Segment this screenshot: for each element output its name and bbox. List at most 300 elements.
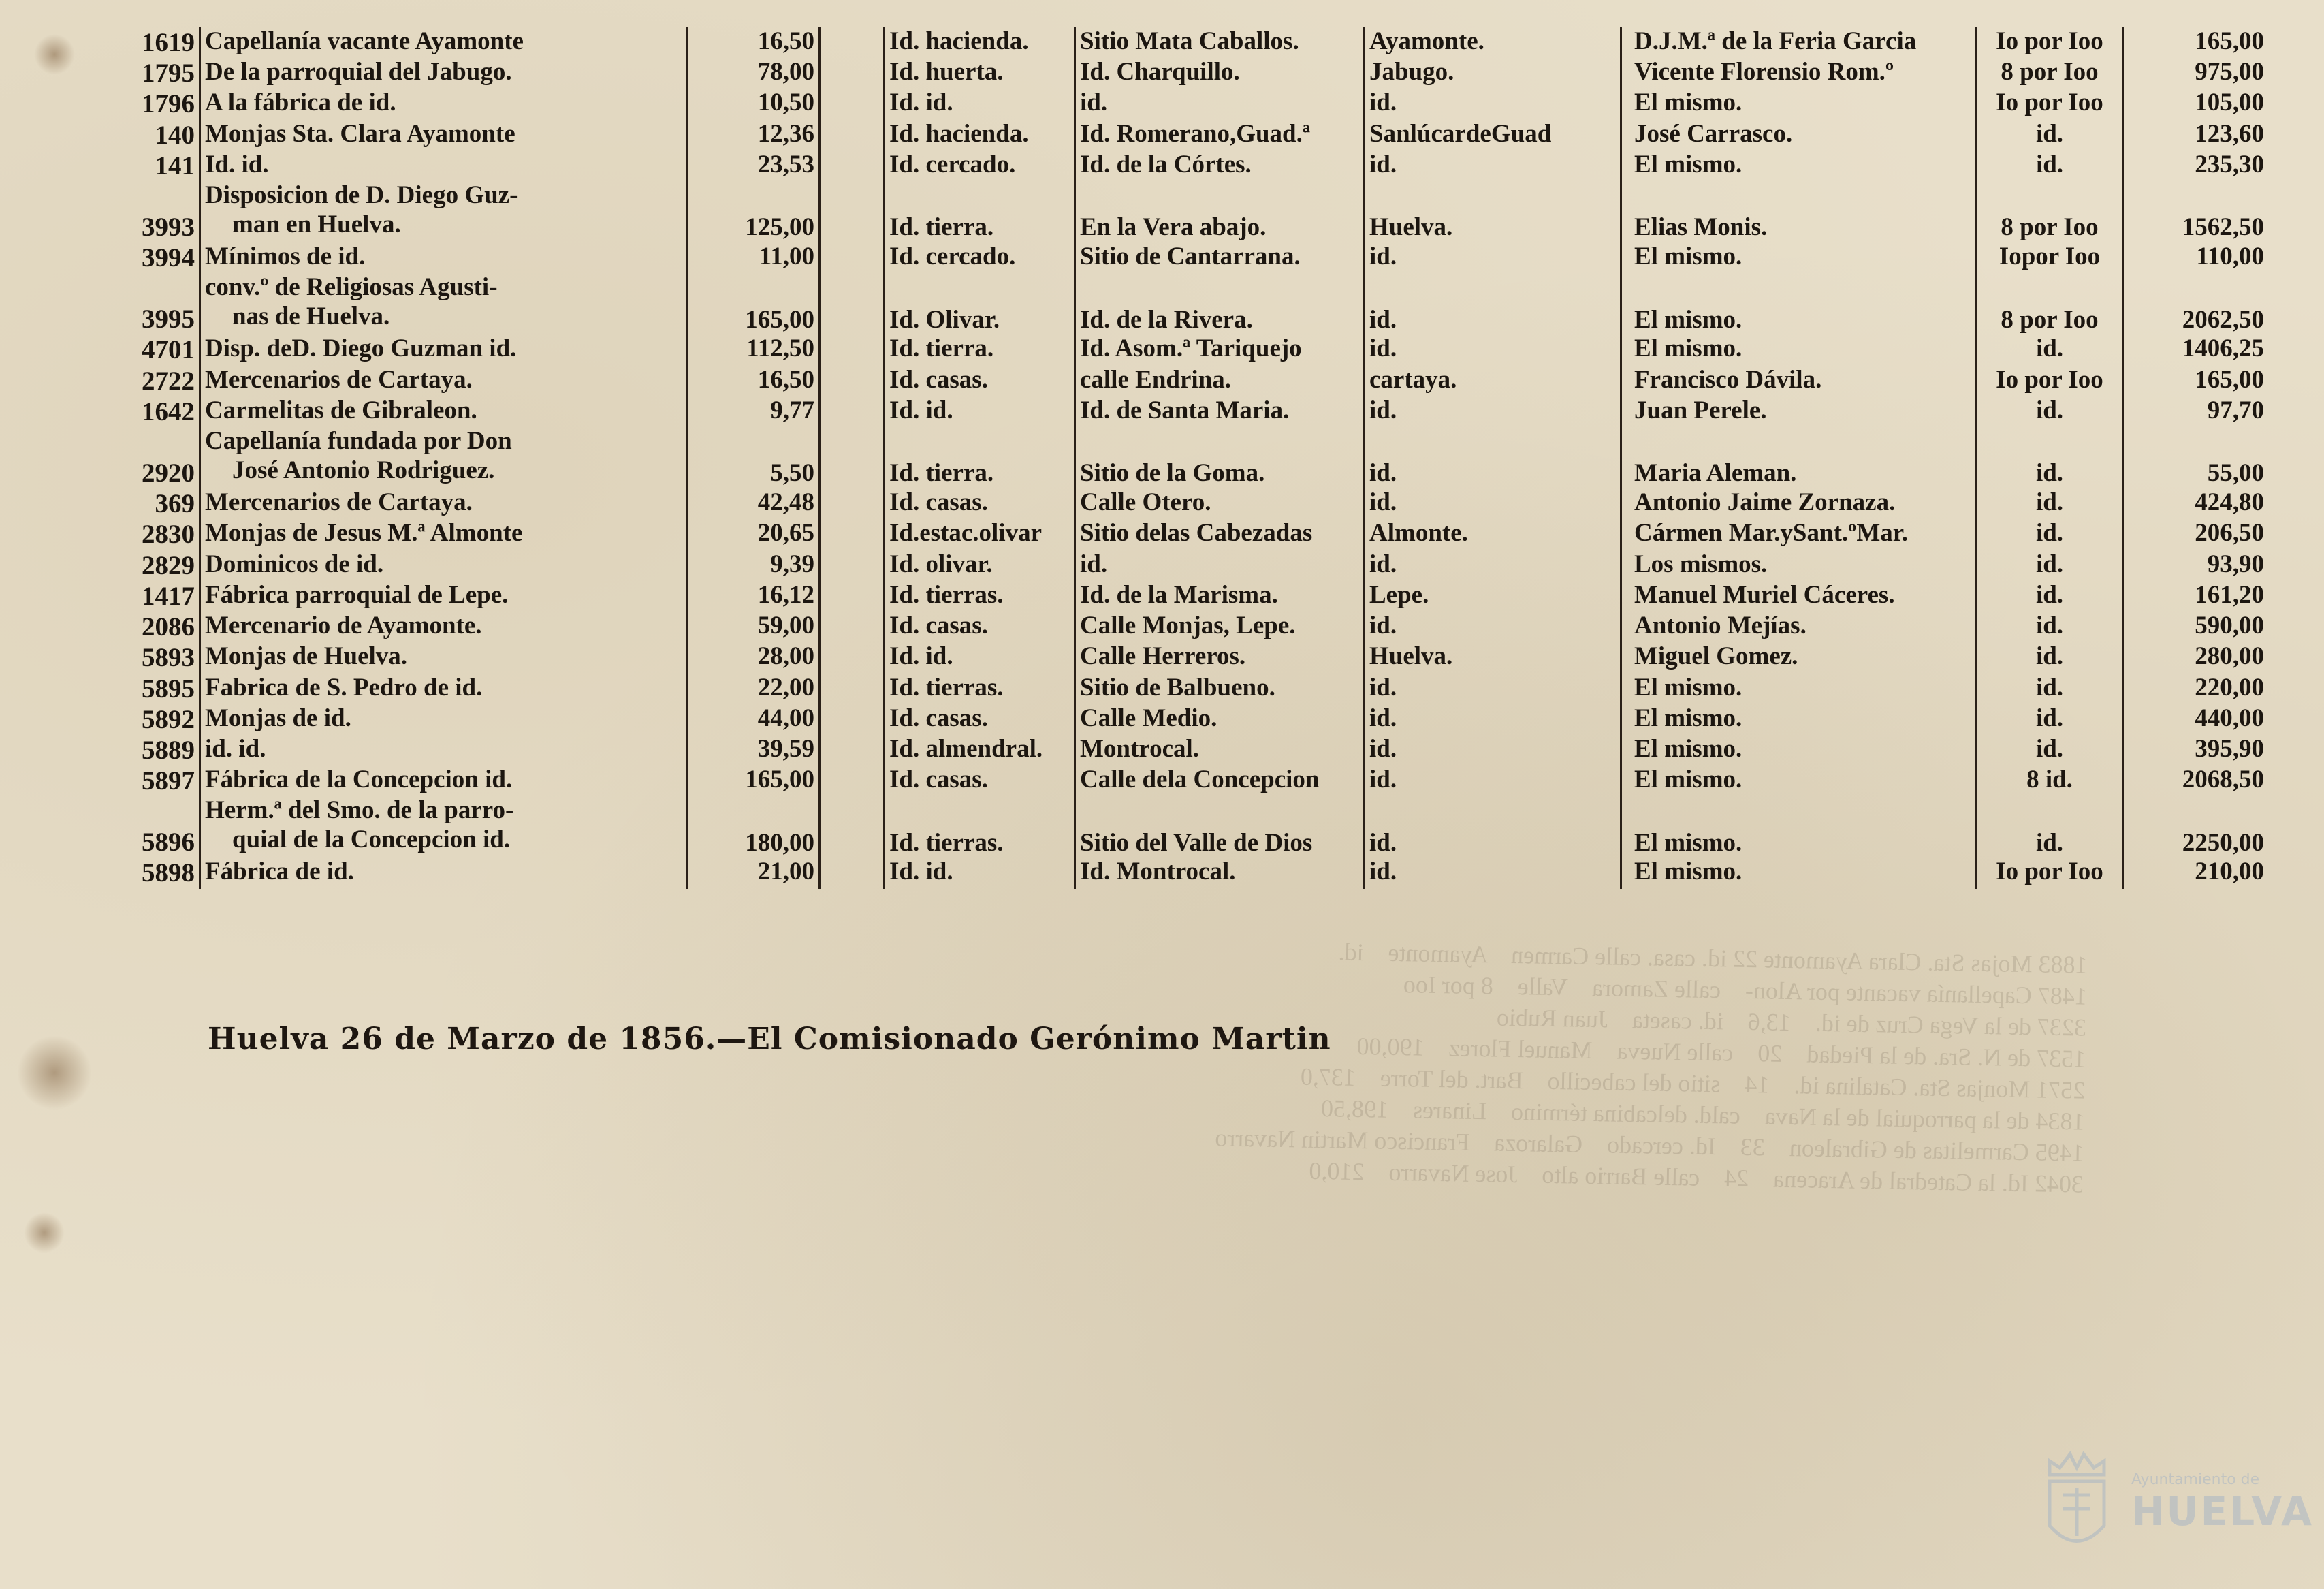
- gap-cell: [820, 704, 885, 735]
- table-row: [109, 766, 2268, 796]
- institution-line: Monjas de Jesus M.ª Almonte: [205, 519, 523, 548]
- gap-cell: [1591, 674, 1621, 704]
- property-site: Sitio de Balbueno.: [1075, 674, 1365, 704]
- interest-rate: 8 por Ioo: [1977, 181, 2123, 242]
- record-number: 369: [155, 489, 195, 519]
- property-site: Calle dela Concepcion: [1075, 766, 1365, 796]
- gap-cell: [1591, 704, 1621, 735]
- property-site: Id. de la Rivera.: [1075, 273, 1365, 334]
- institution-line: Disp. deD. Diego Guzman id.: [205, 334, 517, 363]
- property-site: Id. de Santa Maria.: [1075, 396, 1365, 427]
- table-row: [109, 273, 2268, 334]
- institution-line: Capellanía vacante Ayamonte: [205, 27, 524, 55]
- property-kind: Id. casas.: [885, 766, 1075, 796]
- table-row: [109, 674, 2268, 704]
- record-number: 1417: [142, 581, 195, 611]
- property-kind: Id. casas.: [885, 612, 1075, 642]
- sale-price: 55,00: [2207, 459, 2264, 488]
- table-row: [109, 181, 2268, 242]
- record-number: 140: [155, 120, 195, 150]
- gap-cell: [1591, 581, 1621, 612]
- buyer-name: Antonio Jaime Zornaza.: [1621, 488, 1977, 519]
- gap-cell: [820, 858, 885, 888]
- interest-rate: 8 por Ioo: [1977, 58, 2123, 89]
- institution-line: Id. id.: [205, 150, 269, 178]
- gap-cell: [1591, 273, 1621, 334]
- town: Lepe.: [1369, 580, 1429, 609]
- church-institution: [200, 396, 687, 427]
- gap-cell: [820, 550, 885, 581]
- gap-cell: [820, 796, 885, 858]
- church-institution: [200, 151, 687, 181]
- gap-cell: [820, 273, 885, 334]
- church-institution: [200, 796, 687, 858]
- table-row: [109, 581, 2268, 612]
- sale-price: 93,90: [2207, 550, 2264, 578]
- church-institution: [200, 519, 687, 550]
- sale-price: 235,30: [2195, 150, 2264, 178]
- church-institution: [200, 550, 687, 581]
- table-row: [109, 396, 2268, 427]
- property-kind: Id. id.: [885, 396, 1075, 427]
- church-institution: [200, 27, 687, 58]
- church-institution: [200, 58, 687, 89]
- property-site: Calle Medio.: [1075, 704, 1365, 735]
- town: id.: [1369, 828, 1397, 857]
- institution-line: De la parroquial del Jabugo.: [205, 58, 512, 86]
- table-row: [109, 151, 2268, 181]
- record-number: 2722: [142, 366, 195, 396]
- town: id.: [1369, 396, 1397, 424]
- record-number: 5895: [142, 674, 195, 704]
- interest-rate: id.: [1977, 735, 2123, 766]
- institution-line: Monjas de id.: [205, 704, 351, 732]
- gap-cell: [820, 488, 885, 519]
- town: Huelva.: [1369, 642, 1453, 671]
- sale-price: 590,00: [2195, 612, 2264, 640]
- church-institution: [200, 181, 687, 242]
- property-site: Sitio delas Cabezadas: [1075, 519, 1365, 550]
- gap-cell: [1591, 396, 1621, 427]
- table-row: [109, 612, 2268, 642]
- institution-line: conv.º de Religiosas Agusti-: [205, 273, 498, 302]
- table-row: [109, 334, 2268, 365]
- sale-price: 161,20: [2195, 580, 2264, 609]
- annual-rent: 12,36: [687, 120, 820, 151]
- church-institution: [200, 858, 687, 888]
- signature-line: Huelva 26 de Marzo de 1856.—El Comisionado Gerónimo Martin: [208, 1022, 1331, 1056]
- annual-rent: 11,00: [687, 242, 820, 273]
- property-kind: Id. olivar.: [885, 550, 1075, 581]
- ink-stain: [34, 34, 75, 75]
- institution-line: Mercenarios de Cartaya.: [205, 488, 473, 517]
- town: SanlúcardeGuad: [1369, 119, 1552, 148]
- bleed-through-text: 1883 Mojas Sta. Clara Ayamonte 22 id. casa. calle Carmen Ayamonte id. 1487 Capellanía vacante por Alon- calle Zamora Valle 8 por Ioo 3237 de la Vega Cruz de id. 13,6 id. caseta Juan Rubio 1537 de N. Sra. de la Piedad 20 calle Nueva Manuel Florez 190,00 2571 Monjas Sta. Catalina id. 14 sitio del cabecillo Bart. del Torre 137,0 1834 de la parroquial de la Nava cald. delcabina término Linares 198,50 1495 Carmelitas de Gibraleon 33 Id. cercado Galaroza Francisco Martin Navarro 3042 Id. la Catedral de Aracena 24 calle Barrio alto Jose Navarro 210,0: [1215, 938, 2088, 1198]
- sale-price: 220,00: [2195, 673, 2264, 702]
- property-site: Montrocal.: [1075, 735, 1365, 766]
- institution-line: Mercenario de Ayamonte.: [205, 612, 482, 640]
- gap-cell: [820, 766, 885, 796]
- property-kind: Id. almendral.: [885, 735, 1075, 766]
- interest-rate: Io por Ioo: [1977, 89, 2123, 119]
- buyer-name: Elias Monis.: [1621, 181, 1977, 242]
- town: Jabugo.: [1369, 58, 1454, 86]
- gap-cell: [820, 642, 885, 673]
- buyer-name: El mismo.: [1621, 674, 1977, 704]
- buyer-name: Manuel Muriel Cáceres.: [1621, 581, 1977, 612]
- buyer-name: Juan Perele.: [1621, 396, 1977, 427]
- buyer-name: El mismo.: [1621, 796, 1977, 858]
- property-kind: Id. cercado.: [885, 242, 1075, 273]
- record-number: 1795: [142, 59, 195, 89]
- sale-price: 210,00: [2195, 858, 2264, 886]
- gap-cell: [1591, 612, 1621, 642]
- property-site: Calle Monjas, Lepe.: [1075, 612, 1365, 642]
- buyer-name: Vicente Florensio Rom.º: [1621, 58, 1977, 89]
- property-kind: Id. tierra.: [885, 334, 1075, 365]
- interest-rate: 8 id.: [1977, 766, 2123, 796]
- interest-rate: id.: [1977, 642, 2123, 673]
- buyer-name: El mismo.: [1621, 273, 1977, 334]
- gap-cell: [820, 674, 885, 704]
- gap-cell: [1591, 642, 1621, 673]
- church-institution: [200, 242, 687, 273]
- institution-line: Fábrica parroquial de Lepe.: [205, 580, 509, 609]
- interest-rate: id.: [1977, 704, 2123, 735]
- property-site: Calle Herreros.: [1075, 642, 1365, 673]
- property-kind: Id. hacienda.: [885, 27, 1075, 58]
- property-kind: Id. id.: [885, 89, 1075, 119]
- gap-cell: [820, 89, 885, 119]
- sale-price: 280,00: [2195, 642, 2264, 671]
- property-kind: Id. Olivar.: [885, 273, 1075, 334]
- interest-rate: id.: [1977, 796, 2123, 858]
- town: id.: [1369, 612, 1397, 640]
- gap-cell: [1591, 735, 1621, 766]
- annual-rent: 16,12: [687, 581, 820, 612]
- buyer-name: El mismo.: [1621, 89, 1977, 119]
- sales-ledger-table: [109, 27, 2268, 889]
- property-site: id.: [1075, 550, 1365, 581]
- annual-rent: 16,50: [687, 27, 820, 58]
- gap-cell: [820, 396, 885, 427]
- buyer-name: El mismo.: [1621, 766, 1977, 796]
- institution-line: Fábrica de id.: [205, 858, 354, 886]
- town: id.: [1369, 550, 1397, 578]
- annual-rent: 180,00: [687, 796, 820, 858]
- gap-cell: [820, 519, 885, 550]
- institution-line: A la fábrica de id.: [205, 89, 396, 117]
- sale-price: 1562,50: [2182, 213, 2264, 242]
- sale-price: 123,60: [2195, 119, 2264, 148]
- gap-cell: [1591, 488, 1621, 519]
- gap-cell: [1591, 366, 1621, 396]
- property-site: Id. de la Marisma.: [1075, 581, 1365, 612]
- annual-rent: 42,48: [687, 488, 820, 519]
- record-number: 3995: [142, 304, 195, 334]
- annual-rent: 44,00: [687, 704, 820, 735]
- institution-line-continued: nas de Huelva.: [232, 302, 390, 331]
- table-row: [109, 488, 2268, 519]
- record-number: 3994: [142, 243, 195, 273]
- gap-cell: [1591, 796, 1621, 858]
- property-kind: Id. casas.: [885, 488, 1075, 519]
- church-institution: [200, 366, 687, 396]
- town: id.: [1369, 89, 1397, 117]
- property-site: Id. Romerano,Guad.ª: [1075, 120, 1365, 151]
- interest-rate: id.: [1977, 581, 2123, 612]
- gap-cell: [1591, 181, 1621, 242]
- table-row: [109, 366, 2268, 396]
- church-institution: [200, 120, 687, 151]
- institution-line: Monjas de Huelva.: [205, 642, 408, 671]
- church-institution: [200, 766, 687, 796]
- buyer-name: El mismo.: [1621, 242, 1977, 273]
- gap-cell: [820, 120, 885, 151]
- table-row: [109, 242, 2268, 273]
- gap-cell: [1591, 427, 1621, 488]
- record-number: 1642: [142, 396, 195, 426]
- record-number: 2920: [142, 458, 195, 488]
- interest-rate: Io por Ioo: [1977, 366, 2123, 396]
- table-row: [109, 796, 2268, 858]
- institution-line: id. id.: [205, 734, 266, 763]
- buyer-name: Antonio Mejías.: [1621, 612, 1977, 642]
- town: id.: [1369, 858, 1397, 886]
- church-institution: [200, 488, 687, 519]
- buyer-name: El mismo.: [1621, 735, 1977, 766]
- annual-rent: 39,59: [687, 735, 820, 766]
- sale-price: 395,90: [2195, 734, 2264, 763]
- property-kind: Id. cercado.: [885, 151, 1075, 181]
- institution-line: Mínimos de id.: [205, 242, 366, 271]
- town: id.: [1369, 766, 1397, 794]
- record-number: 2086: [142, 612, 195, 642]
- church-institution: [200, 89, 687, 119]
- church-institution: [200, 273, 687, 334]
- annual-rent: 10,50: [687, 89, 820, 119]
- institution-line: Disposicion de D. Diego Guz-: [205, 181, 518, 210]
- record-number: 2830: [142, 520, 195, 550]
- sale-price: 110,00: [2196, 242, 2264, 271]
- sale-price: 2250,00: [2182, 828, 2264, 857]
- interest-rate: id.: [1977, 550, 2123, 581]
- institution-line: Carmelitas de Gibraleon.: [205, 396, 477, 424]
- record-number: 1619: [142, 28, 195, 57]
- annual-rent: 165,00: [687, 766, 820, 796]
- annual-rent: 9,77: [687, 396, 820, 427]
- annual-rent: 125,00: [687, 181, 820, 242]
- buyer-name: El mismo.: [1621, 858, 1977, 888]
- interest-rate: id.: [1977, 120, 2123, 151]
- church-institution: [200, 334, 687, 365]
- record-number: 5898: [142, 858, 195, 888]
- sale-price: 975,00: [2195, 58, 2264, 86]
- sale-price: 105,00: [2195, 89, 2264, 117]
- sale-price: 1406,25: [2182, 334, 2264, 363]
- buyer-name: El mismo.: [1621, 334, 1977, 365]
- property-site: Sitio de Cantarrana.: [1075, 242, 1365, 273]
- table-row: [109, 27, 2268, 58]
- annual-rent: 23,53: [687, 151, 820, 181]
- annual-rent: 112,50: [687, 334, 820, 365]
- property-kind: Id. huerta.: [885, 58, 1075, 89]
- gap-cell: [1591, 242, 1621, 273]
- table-row: [109, 550, 2268, 581]
- town: Huelva.: [1369, 213, 1453, 242]
- property-kind: Id. id.: [885, 858, 1075, 888]
- church-institution: [200, 612, 687, 642]
- town: id.: [1369, 150, 1397, 178]
- record-number: 141: [155, 151, 195, 180]
- sale-price: 97,70: [2207, 396, 2264, 424]
- logo-caption: Ayuntamiento de: [2131, 1471, 2260, 1488]
- institution-line: Fabrica de S. Pedro de id.: [205, 673, 483, 702]
- ayuntamiento-logo: [2036, 1444, 2314, 1567]
- gap-cell: [820, 612, 885, 642]
- institution-line: Monjas Sta. Clara Ayamonte: [205, 119, 515, 148]
- gap-cell: [820, 151, 885, 181]
- table-row: [109, 642, 2268, 673]
- gap-cell: [1591, 334, 1621, 365]
- gap-cell: [1591, 27, 1621, 58]
- gap-cell: [820, 242, 885, 273]
- sale-price: 440,00: [2195, 704, 2264, 732]
- gap-cell: [820, 58, 885, 89]
- institution-line: Fábrica de la Concepcion id.: [205, 766, 513, 794]
- property-site: En la Vera abajo.: [1075, 181, 1365, 242]
- property-site: id.: [1075, 89, 1365, 119]
- buyer-name: D.J.M.ª de la Feria Garcia: [1621, 27, 1977, 58]
- gap-cell: [820, 735, 885, 766]
- property-kind: Id. id.: [885, 642, 1075, 673]
- property-kind: Id. tierra.: [885, 427, 1075, 488]
- table-row: [109, 120, 2268, 151]
- town: id.: [1369, 305, 1397, 334]
- interest-rate: Io por Ioo: [1977, 858, 2123, 888]
- property-kind: Id. casas.: [885, 704, 1075, 735]
- sale-price: 2068,50: [2182, 766, 2264, 794]
- property-kind: Id. tierras.: [885, 581, 1075, 612]
- church-institution: [200, 642, 687, 673]
- town: Ayamonte.: [1369, 27, 1484, 55]
- table-row: [109, 89, 2268, 119]
- property-site: Calle Otero.: [1075, 488, 1365, 519]
- interest-rate: id.: [1977, 488, 2123, 519]
- town: cartaya.: [1369, 365, 1457, 394]
- table-row: [109, 858, 2268, 888]
- property-site: Id. de la Córtes.: [1075, 151, 1365, 181]
- annual-rent: 59,00: [687, 612, 820, 642]
- table-row: [109, 519, 2268, 550]
- church-institution: [200, 581, 687, 612]
- table-row: [109, 427, 2268, 488]
- interest-rate: Iopor Ioo: [1977, 242, 2123, 273]
- town: id.: [1369, 673, 1397, 702]
- interest-rate: id.: [1977, 334, 2123, 365]
- buyer-name: Los mismos.: [1621, 550, 1977, 581]
- annual-rent: 16,50: [687, 366, 820, 396]
- table-row: [109, 58, 2268, 89]
- property-site: Id. Asom.ª Tariquejo: [1075, 334, 1365, 365]
- property-kind: Id.estac.olivar: [885, 519, 1075, 550]
- annual-rent: 22,00: [687, 674, 820, 704]
- institution-line: Capellanía fundada por Don: [205, 427, 512, 456]
- property-site: Id. Charquillo.: [1075, 58, 1365, 89]
- town: id.: [1369, 459, 1397, 488]
- gap-cell: [1591, 151, 1621, 181]
- interest-rate: id.: [1977, 151, 2123, 181]
- property-site: calle Endrina.: [1075, 366, 1365, 396]
- buyer-name: Miguel Gomez.: [1621, 642, 1977, 673]
- buyer-name: Maria Aleman.: [1621, 427, 1977, 488]
- sale-price: 2062,50: [2182, 305, 2264, 334]
- institution-line-continued: man en Huelva.: [232, 210, 401, 239]
- annual-rent: 9,39: [687, 550, 820, 581]
- interest-rate: 8 por Ioo: [1977, 273, 2123, 334]
- interest-rate: id.: [1977, 519, 2123, 550]
- sale-price: 165,00: [2195, 365, 2264, 394]
- annual-rent: 20,65: [687, 519, 820, 550]
- interest-rate: id.: [1977, 674, 2123, 704]
- interest-rate: Io por Ioo: [1977, 27, 2123, 58]
- interest-rate: id.: [1977, 427, 2123, 488]
- gap-cell: [820, 181, 885, 242]
- buyer-name: Francisco Dávila.: [1621, 366, 1977, 396]
- ink-stain: [24, 1212, 65, 1253]
- gap-cell: [820, 427, 885, 488]
- property-kind: Id. tierras.: [885, 796, 1075, 858]
- gap-cell: [820, 334, 885, 365]
- annual-rent: 28,00: [687, 642, 820, 673]
- interest-rate: id.: [1977, 612, 2123, 642]
- gap-cell: [1591, 858, 1621, 888]
- gap-cell: [820, 27, 885, 58]
- record-number: 5893: [142, 643, 195, 673]
- record-number: 5897: [142, 766, 195, 796]
- gap-cell: [820, 581, 885, 612]
- gap-cell: [820, 366, 885, 396]
- property-kind: Id. casas.: [885, 366, 1075, 396]
- annual-rent: 21,00: [687, 858, 820, 888]
- town: id.: [1369, 488, 1397, 517]
- sale-price: 206,50: [2195, 519, 2264, 548]
- town: Almonte.: [1369, 519, 1468, 548]
- institution-line: Herm.ª del Smo. de la parro-: [205, 796, 514, 825]
- property-kind: Id. tierras.: [885, 674, 1075, 704]
- interest-rate: id.: [1977, 396, 2123, 427]
- record-number: 1796: [142, 89, 195, 119]
- gap-cell: [1591, 550, 1621, 581]
- sale-price: 165,00: [2195, 27, 2264, 55]
- church-institution: [200, 735, 687, 766]
- institution-line-continued: quial de la Concepcion id.: [232, 825, 511, 854]
- buyer-name: Cármen Mar.ySant.ºMar.: [1621, 519, 1977, 550]
- buyer-name: El mismo.: [1621, 704, 1977, 735]
- property-site: Sitio Mata Caballos.: [1075, 27, 1365, 58]
- table-row: [109, 735, 2268, 766]
- sale-price: 424,80: [2195, 488, 2264, 517]
- crown-shield-icon: [2036, 1444, 2118, 1560]
- record-number: 5892: [142, 704, 195, 734]
- property-site: Sitio de la Goma.: [1075, 427, 1365, 488]
- institution-line: Dominicos de id.: [205, 550, 384, 578]
- ink-stain: [17, 1035, 92, 1110]
- record-number: 3993: [142, 212, 195, 242]
- table-row: [109, 704, 2268, 735]
- record-number: 5896: [142, 828, 195, 858]
- institution-line-continued: José Antonio Rodriguez.: [232, 456, 495, 485]
